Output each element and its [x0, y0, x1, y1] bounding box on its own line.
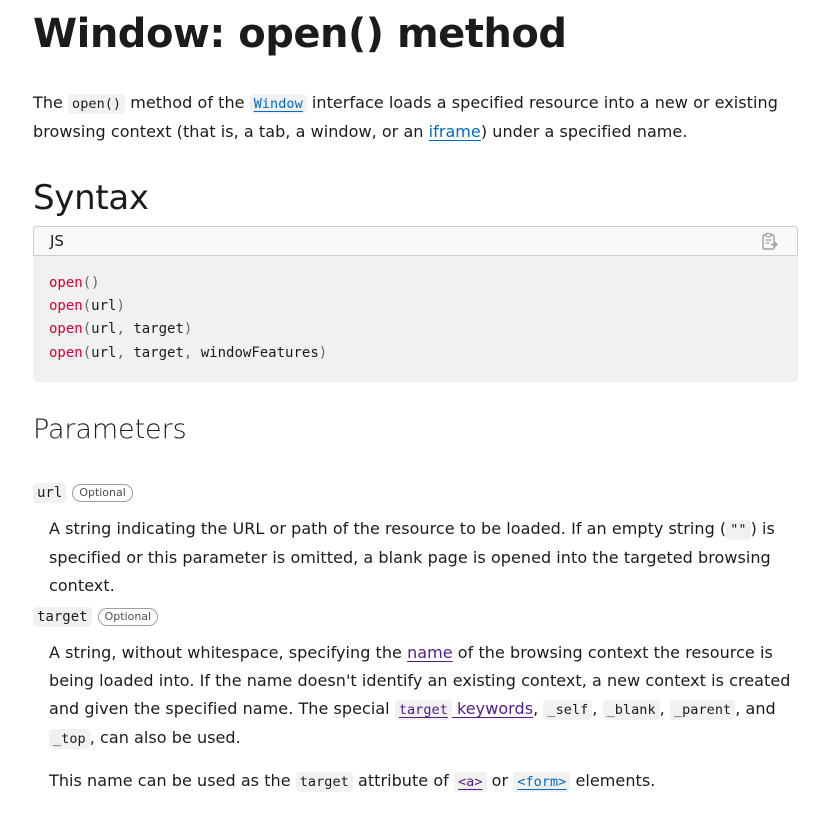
parent-code: _parent — [670, 700, 735, 720]
top-code: _top — [49, 729, 90, 749]
target-attr-code: target — [296, 772, 353, 792]
syntax-code-block — [33, 226, 798, 382]
optional-badge: Optional — [98, 608, 159, 626]
param-target-name: target — [33, 607, 92, 627]
code-line: open(url, target, windowFeatures) — [49, 344, 328, 361]
code-header — [33, 226, 798, 256]
blank-code: _blank — [603, 700, 660, 720]
code-line: open(url, target) — [49, 321, 193, 338]
target-keywords-link[interactable]: target keywords — [395, 699, 533, 718]
code-line: open(url) — [49, 298, 125, 315]
syntax-heading: Syntax — [33, 178, 149, 218]
copy-button[interactable] — [761, 232, 779, 251]
optional-badge: Optional — [72, 484, 133, 502]
clipboard-icon — [761, 232, 779, 251]
open-code: open() — [68, 94, 125, 114]
param-url-description: A string indicating the URL or path of the resource to be loaded. If an empty string ( "" ) is specified or this parameter is omitted, a blank page is opened into the targeted browsing context. — [49, 519, 775, 595]
window-link[interactable]: Window — [250, 93, 307, 112]
code-language-label: JS — [50, 232, 64, 250]
iframe-link[interactable]: iframe — [428, 122, 481, 141]
param-target-term — [33, 607, 158, 627]
code-body — [33, 256, 798, 365]
self-code: _self — [543, 700, 592, 720]
page-title: Window: open() method — [33, 11, 567, 57]
code-line: open() — [49, 275, 100, 291]
param-url-term — [33, 483, 133, 503]
param-url-name: url — [33, 483, 66, 503]
empty-string-code: "" — [726, 520, 750, 540]
param-target-description: A string, without whitespace, specifying the name of the browsing context the resource is being loaded into. If the name doesn't identify an existing context, a new context is created and given the specified name. The special target keywords, _self , _blank , _parent , and _top , can also be used. — [49, 643, 791, 747]
param-target-note: This name can be used as the target attribute of <a> or <form> elements. — [49, 771, 656, 790]
form-element-link[interactable]: <form> — [513, 771, 570, 790]
intro-paragraph: The open() method of the Window interface loads a specified resource into a new or existing browsing context (that is, a tab, a window, or an iframe) under a specified name. — [33, 93, 778, 141]
parameters-heading: Parameters — [33, 414, 187, 445]
name-link[interactable]: name — [407, 643, 453, 662]
a-element-link[interactable]: <a> — [454, 771, 487, 790]
